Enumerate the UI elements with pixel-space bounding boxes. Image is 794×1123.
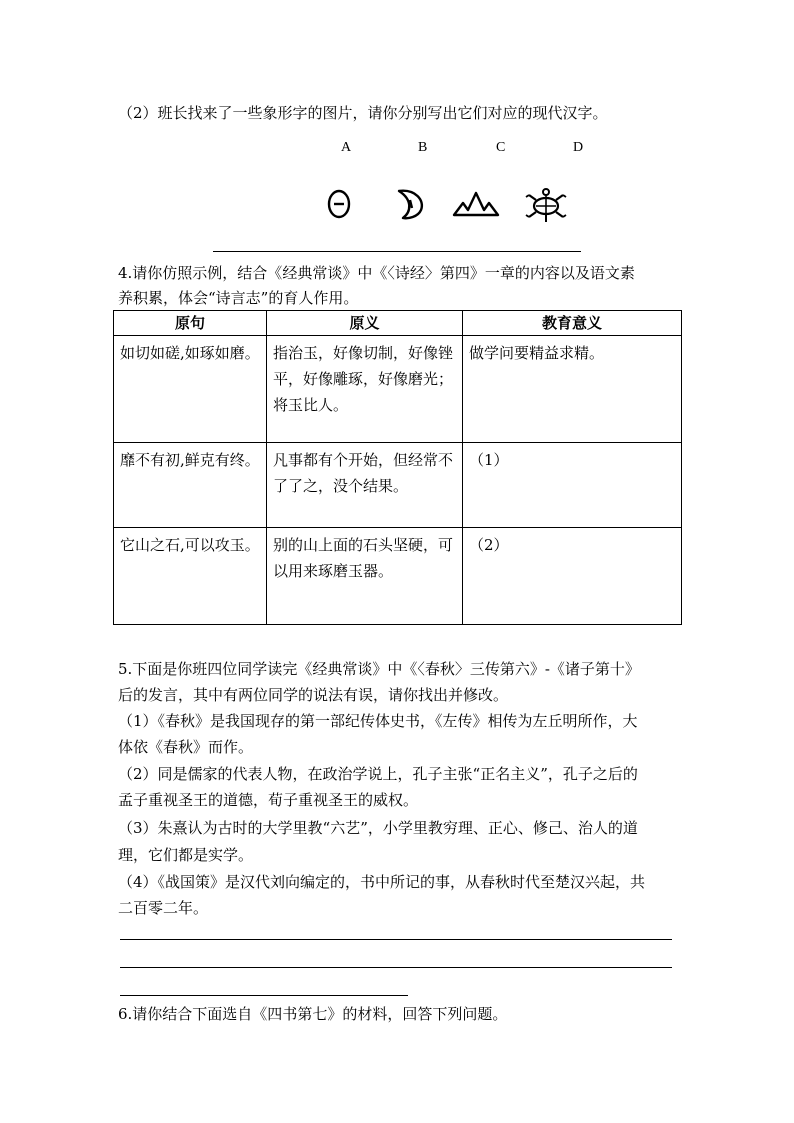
label-d: D	[573, 140, 584, 155]
header-education: 教育意义	[463, 311, 682, 336]
question-6-prompt: 6.请你结合下面选自《四书第七》的材料，回答下列问题。	[118, 1005, 508, 1023]
cell-meaning: 凡事都有个开始，但经常不了了之，没个结果。	[267, 443, 463, 528]
label-c: C	[496, 140, 506, 155]
cell-original: 靡不有初,鲜克有终。	[114, 443, 267, 528]
cell-meaning: 别的山上面的石头坚硬，可以用来琢磨玉器。	[267, 528, 463, 625]
statement-2-line1: （2）同是儒家的代表人物，在政治学说上，孔子主张“正名主义”，孔子之后的	[118, 765, 638, 783]
question-4-line2: 养积累，体会“诗言志”的育人作用。	[118, 289, 359, 307]
question-4-line1: 4.请你仿照示例，结合《经典常谈》中《〈诗经〉第四》一章的内容以及语文素	[118, 264, 635, 282]
cell-meaning: 指治玉，好像切制，好像锉平，好像雕琢，好像磨光；将玉比人。	[267, 336, 463, 443]
table-row	[114, 528, 682, 625]
answer-line-q5-1[interactable]	[120, 939, 672, 940]
answer-cell-2[interactable]: （2）	[463, 528, 682, 625]
header-meaning: 原义	[267, 311, 463, 336]
cell-education: 做学问要精益求精。	[463, 336, 682, 443]
sun-pictograph-icon	[326, 186, 352, 222]
statement-1-line2: 体依《春秋》而作。	[118, 738, 254, 756]
statement-1-line1: （1）《春秋》是我国现存的第一部纪传体史书，《左传》相传为左丘明所作，大	[118, 712, 638, 730]
statement-4-line2: 二百零二年。	[118, 899, 209, 917]
table-row	[114, 443, 682, 528]
cell-original: 它山之石,可以攻玉。	[114, 528, 267, 625]
answer-cell-1[interactable]: （1）	[463, 443, 682, 528]
question-5-line2: 后的发言，其中有两位同学的说法有误，请你找出并修改。	[118, 686, 509, 704]
question-5-line1: 5.下面是你班四位同学读完《经典常谈》中《〈春秋〉三传第六》-《诸子第十》	[118, 660, 640, 678]
answer-line-q3[interactable]	[213, 251, 581, 252]
label-a: A	[341, 140, 352, 155]
statement-4-line1: （4）《战国策》是汉代刘向编定的，书中所记的事，从春秋时代至楚汉兴起，共	[118, 873, 646, 891]
answer-line-q5-3[interactable]	[120, 995, 408, 996]
statement-3-line1: （3）朱熹认为古时的大学里教“六艺”，小学里教穷理、正心、修己、治人的道	[118, 819, 638, 837]
poetry-table	[113, 310, 682, 625]
moon-pictograph-icon	[393, 186, 429, 222]
table-row	[114, 336, 682, 443]
turtle-pictograph-icon	[525, 186, 567, 224]
question-3-2-prompt: （2）班长找来了一些象形字的图片，请你分别写出它们对应的现代汉字。	[118, 104, 608, 122]
cell-original: 如切如磋,如琢如磨。	[114, 336, 267, 443]
statement-2-line2: 孟子重视圣王的道德，荀子重视圣王的威权。	[118, 791, 419, 809]
mountain-pictograph-icon	[452, 186, 500, 222]
statement-3-line2: 理，它们都是实学。	[118, 846, 254, 864]
answer-line-q5-2[interactable]	[120, 967, 672, 968]
label-b: B	[418, 140, 428, 155]
header-original: 原句	[114, 311, 267, 336]
